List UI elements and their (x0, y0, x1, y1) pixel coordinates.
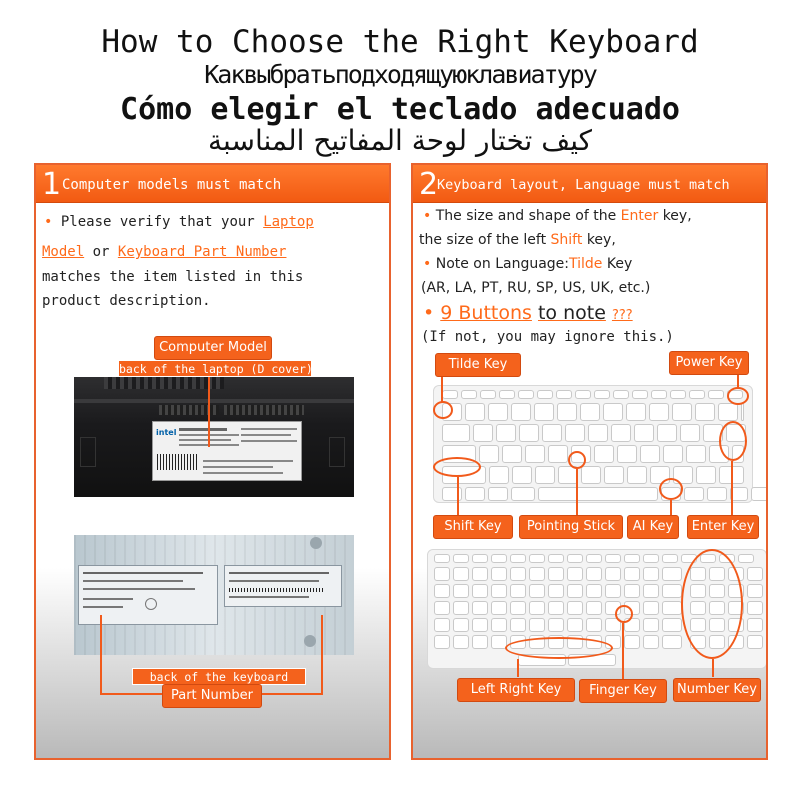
keyboard-key (605, 554, 621, 563)
instruction-line-2 (42, 244, 286, 260)
keyboard-key (548, 601, 564, 615)
label-ai-key: AI Key (627, 515, 679, 539)
keyboard-key (538, 487, 658, 501)
keyboard-key (581, 466, 601, 484)
panel-header (413, 165, 766, 203)
keyboard-key (512, 466, 532, 484)
connector-finger (622, 623, 624, 679)
instruction-line-1 (44, 214, 314, 230)
keyboard-key (529, 554, 545, 563)
panel-number: 2 (419, 167, 439, 202)
panel-keyboard-layout (411, 163, 768, 760)
text-tilde: Tilde (569, 256, 603, 272)
keyboard-key (605, 567, 621, 581)
keyboard-key (510, 584, 526, 598)
keyboard-key (707, 487, 727, 501)
text-note-language: Note on Language: (435, 256, 570, 272)
link-keyboard-part-number[interactable]: Keyboard Part Number (117, 244, 287, 260)
text-nine-buttons: 9 Buttons (440, 302, 532, 324)
panel-header (36, 165, 389, 203)
keyboard-key (588, 424, 608, 442)
keyboard-key (751, 487, 768, 501)
bullet: • (423, 256, 432, 272)
laptop-sticker (152, 421, 302, 481)
instruction-line-3: matches the item listed in this (42, 269, 304, 285)
connector-part-right (321, 615, 323, 695)
keyboard-key (434, 584, 450, 598)
keyboard-key (496, 424, 516, 442)
label-back-of-keyboard: back of the keyboard (132, 668, 306, 685)
keyboard-key (680, 424, 700, 442)
keyboard-key (663, 445, 683, 463)
keyboard-key (617, 445, 637, 463)
label-left-right-key: Left Right Key (457, 678, 575, 702)
keyboard-key (613, 390, 629, 399)
keyboard-key (662, 618, 682, 632)
ring-enter (719, 421, 747, 461)
keyboard-key (567, 584, 583, 598)
keyboard-key (473, 424, 493, 442)
ring-power (727, 387, 749, 405)
ring-number (681, 549, 743, 659)
keyboard-key (708, 390, 724, 399)
title-arabic: كيف تختار لوحة المفاتيح المناسبة (208, 124, 592, 157)
laptop-keyboard-image (433, 385, 753, 503)
keyboard-key (453, 618, 469, 632)
title-spanish: Cómo elegir el teclado adecuado (120, 92, 680, 127)
keyboard-key (603, 403, 623, 421)
label-pointing-stick: Pointing Stick (519, 515, 623, 539)
keyboard-key (747, 635, 763, 649)
note-line-1 (423, 208, 692, 224)
text-or: or (92, 244, 110, 260)
bullet: • (423, 208, 432, 224)
keyboard-key (548, 567, 564, 581)
link-model[interactable]: Model (42, 244, 85, 260)
keyboard-key (672, 403, 692, 421)
keyboard-key (511, 403, 531, 421)
note-line-3 (423, 256, 632, 272)
text-size-shape: The size and shape of the (435, 208, 617, 224)
ring-ai (659, 478, 683, 500)
keyboard-key (453, 584, 469, 598)
keyboard-key (686, 445, 706, 463)
if-not-line: (If not, you may ignore this.) (421, 329, 674, 345)
keyboard-key (747, 567, 763, 581)
nine-buttons-line (423, 302, 633, 324)
keyboard-key (491, 584, 507, 598)
keyboard-key (510, 618, 526, 632)
keyboard-key (567, 554, 583, 563)
keyboard-key (519, 424, 539, 442)
bullet: • (44, 214, 53, 230)
text-to-note: to note (537, 302, 606, 324)
keyboard-key (529, 618, 545, 632)
keyboard-key (534, 403, 554, 421)
text-shift: Shift (550, 232, 583, 248)
label-finger-key: Finger Key (579, 679, 667, 703)
keyboard-key (488, 403, 508, 421)
keyboard-key (491, 601, 507, 615)
keyboard-key (434, 601, 450, 615)
keyboard-key (643, 635, 659, 649)
title-russian: Каквыбратьподходящуюклавиатуру (204, 60, 596, 89)
keyboard-key (696, 466, 716, 484)
text-size-left: the size of the left (419, 232, 547, 248)
connector-part-bottom-right (262, 693, 323, 695)
connector-left-right (517, 659, 519, 677)
keyboard-key (548, 618, 564, 632)
keyboard-key (586, 601, 602, 615)
keyboard-key (472, 554, 488, 563)
panel-computer-models (34, 163, 391, 760)
keyboard-key (557, 403, 577, 421)
keyboard-key (556, 390, 572, 399)
keyboard-key (502, 445, 522, 463)
connector-part-left (100, 615, 102, 695)
keyboard-key (747, 618, 763, 632)
keyboard-key (542, 424, 562, 442)
keyboard-key (657, 424, 677, 442)
label-power-key: Power Key (669, 351, 749, 375)
keyboard-key (611, 424, 631, 442)
keyboard-key (511, 487, 535, 501)
keyboard-key (575, 390, 591, 399)
keyboard-key (594, 390, 610, 399)
keyboard-key (567, 567, 583, 581)
label-tilde-key: Tilde Key (435, 353, 521, 377)
keyboard-key (567, 601, 583, 615)
connector-shift (457, 477, 459, 515)
keyboard-key (472, 567, 488, 581)
keyboard-key (465, 487, 485, 501)
keyboard-back-photo (74, 535, 354, 655)
text-question-marks: ??? (611, 308, 633, 323)
keyboard-key (634, 424, 654, 442)
keyboard-key (453, 554, 469, 563)
keyboard-key (624, 635, 640, 649)
keyboard-key (594, 445, 614, 463)
keyboard-key (604, 466, 624, 484)
connector-ai (670, 500, 672, 515)
label-computer-model: Computer Model (154, 336, 272, 360)
keyboard-key (662, 554, 678, 563)
keyboard-sticker-1 (78, 565, 218, 625)
keyboard-key (627, 466, 647, 484)
text-key: key, (586, 232, 616, 248)
keyboard-key (747, 601, 763, 615)
connector-number (712, 659, 714, 677)
label-number-key: Number Key (673, 678, 761, 702)
keyboard-key (586, 584, 602, 598)
keyboard-key (529, 584, 545, 598)
ring-shift (433, 457, 481, 477)
laptop-back-photo (74, 377, 354, 497)
keyboard-key (689, 390, 705, 399)
keyboard-key (548, 554, 564, 563)
keyboard-key (510, 554, 526, 563)
keyboard-key (465, 403, 485, 421)
keyboard-key (626, 403, 646, 421)
connector-power (737, 375, 739, 387)
connector-pointing (576, 469, 578, 515)
keyboard-key (624, 554, 640, 563)
keyboard-key (651, 390, 667, 399)
keyboard-key (643, 601, 659, 615)
keyboard-key (434, 618, 450, 632)
intel-logo: intel (156, 428, 177, 437)
label-part-number: Part Number (162, 684, 262, 708)
keyboard-key (643, 567, 659, 581)
label-shift-key: Shift Key (433, 515, 513, 539)
keyboard-key (586, 567, 602, 581)
keyboard-key (632, 390, 648, 399)
keyboard-key (480, 390, 496, 399)
keyboard-key (434, 635, 450, 649)
keyboard-key (442, 424, 470, 442)
keyboard-key (434, 567, 450, 581)
keyboard-key (535, 466, 555, 484)
keyboard-key (488, 487, 508, 501)
keyboard-key (643, 618, 659, 632)
keyboard-key (453, 567, 469, 581)
keyboard-key (510, 567, 526, 581)
keyboard-key (662, 635, 682, 649)
keyboard-key (643, 554, 659, 563)
keyboard-key (453, 635, 469, 649)
keyboard-key (548, 445, 568, 463)
text-verify: Please verify that your (60, 214, 255, 230)
keyboard-key (491, 618, 507, 632)
keyboard-key (747, 584, 763, 598)
panel-number: 1 (42, 167, 62, 202)
keyboard-key (580, 403, 600, 421)
connector-computer-model (208, 377, 210, 447)
keyboard-key (662, 601, 682, 615)
keyboard-key (567, 618, 583, 632)
title-english: How to Choose the Right Keyboard (101, 24, 699, 60)
keyboard-key (479, 445, 499, 463)
keyboard-key (499, 390, 515, 399)
keyboard-key (518, 390, 534, 399)
text-key: key, (662, 208, 692, 224)
text-key: Key (606, 256, 633, 272)
keyboard-key (472, 601, 488, 615)
keyboard-key (586, 554, 602, 563)
note-line-4: (AR, LA, PT, RU, SP, US, UK, etc.) (421, 280, 651, 296)
keyboard-key (442, 487, 462, 501)
keyboard-key (643, 584, 659, 598)
ring-finger (615, 605, 633, 623)
link-laptop[interactable]: Laptop (263, 214, 314, 230)
keyboard-key (741, 403, 744, 421)
connector-tilde (441, 375, 443, 403)
panel-title: Computer models must match (62, 177, 282, 193)
keyboard-key (529, 601, 545, 615)
panel-title: Keyboard layout, Language must match (437, 177, 730, 193)
connector-enter (731, 461, 733, 515)
keyboard-key (662, 567, 682, 581)
keyboard-key (586, 618, 602, 632)
keyboard-key (565, 424, 585, 442)
keyboard-key (670, 390, 686, 399)
label-enter-key: Enter Key (687, 515, 759, 539)
keyboard-key (461, 390, 477, 399)
keyboard-key (718, 403, 738, 421)
bullet: • (423, 302, 435, 324)
label-back-of-laptop: back of the laptop (D cover) (119, 362, 313, 376)
keyboard-key (491, 554, 507, 563)
keyboard-key (695, 403, 715, 421)
ring-tilde (433, 401, 453, 419)
keyboard-key (624, 584, 640, 598)
keyboard-key (529, 567, 545, 581)
keyboard-key (489, 466, 509, 484)
keyboard-key (548, 584, 564, 598)
keyboard-key (738, 554, 754, 563)
keyboard-key (684, 487, 704, 501)
keyboard-key (434, 554, 450, 563)
keyboard-key (472, 635, 488, 649)
text-enter: Enter (620, 208, 659, 224)
keyboard-key (605, 584, 621, 598)
keyboard-sticker-2 (224, 565, 342, 607)
connector-part-bottom-left (100, 693, 162, 695)
instruction-line-4: product description. (42, 293, 211, 309)
keyboard-key (510, 601, 526, 615)
keyboard-key (624, 567, 640, 581)
keyboard-key (640, 445, 660, 463)
ring-pointing-stick (568, 451, 586, 469)
note-line-2 (419, 232, 616, 248)
keyboard-key (491, 567, 507, 581)
ring-left-right (505, 637, 613, 659)
keyboard-key (472, 618, 488, 632)
keyboard-key (662, 584, 682, 598)
keyboard-key (525, 445, 545, 463)
keyboard-key (649, 403, 669, 421)
keyboard-key (472, 584, 488, 598)
keyboard-key (537, 390, 553, 399)
keyboard-key (442, 390, 458, 399)
keyboard-key (453, 601, 469, 615)
